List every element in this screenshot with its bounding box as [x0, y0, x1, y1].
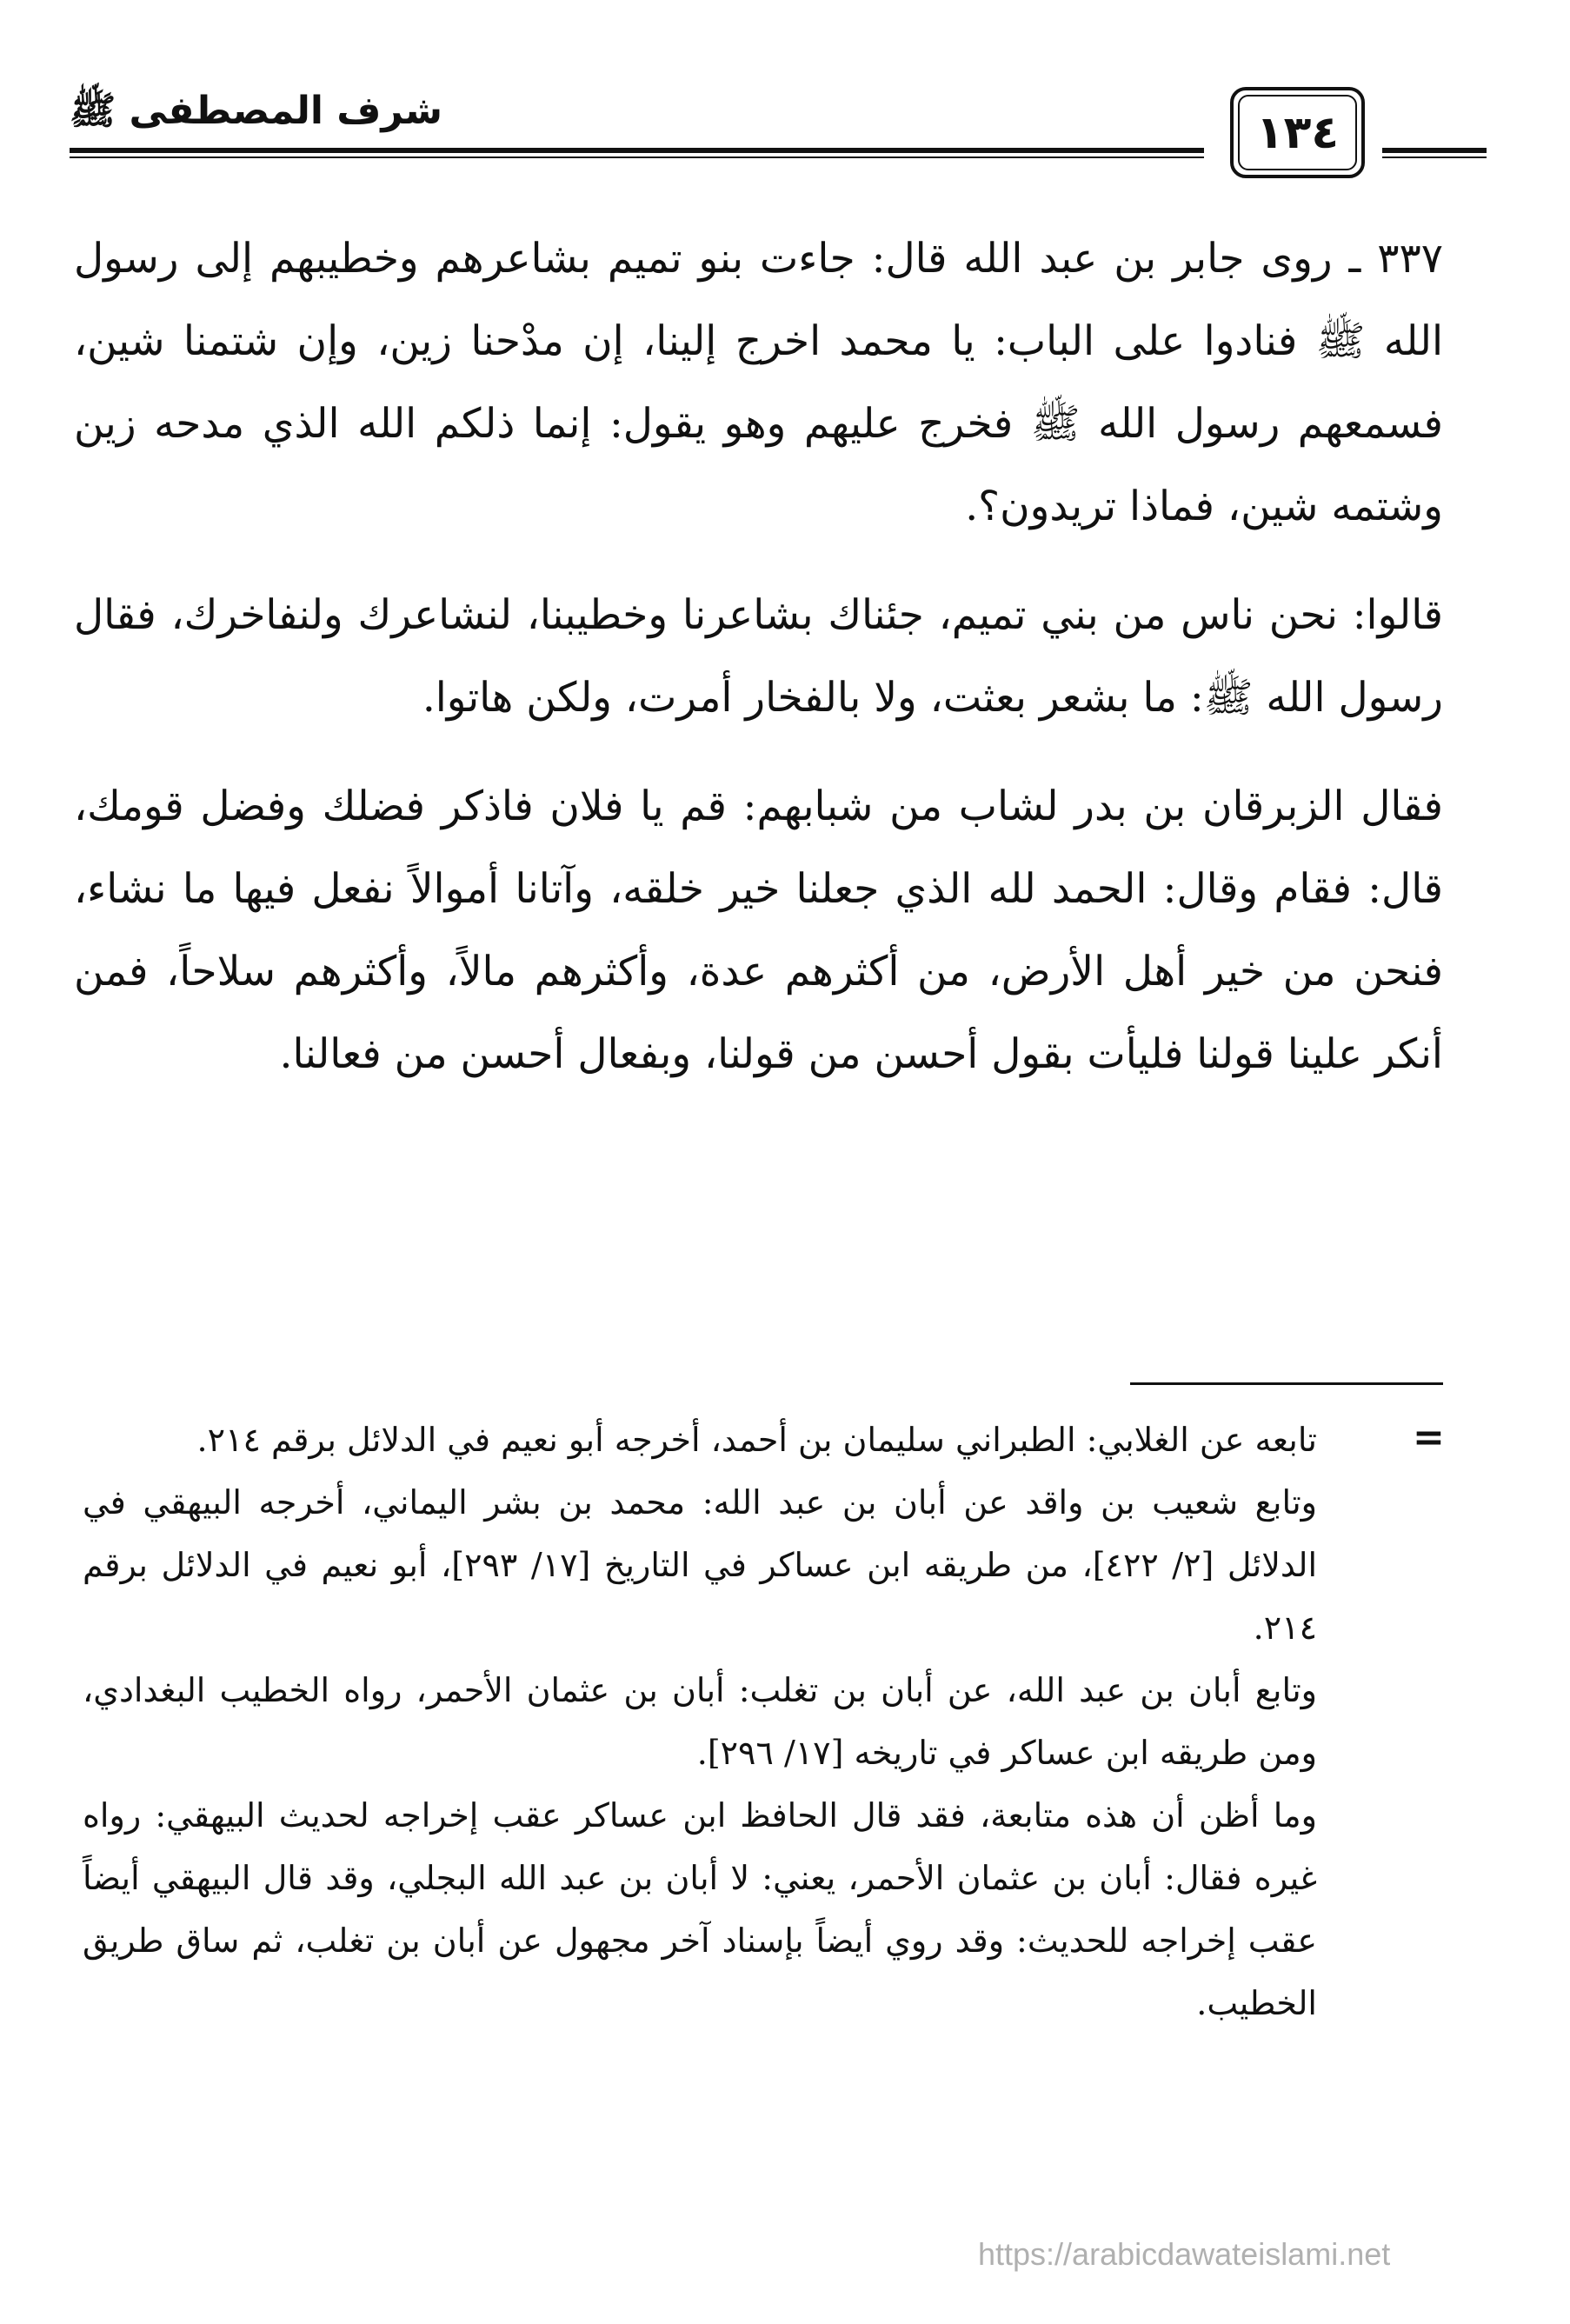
main-text [74, 217, 1443, 1122]
header-rule-right [1382, 148, 1487, 158]
footnote-paragraph: وتابع شعيب بن واقد عن أبان بن عبد الله: محمد بن بشر اليماني، أخرجه البيهقي في الدلائل [٢/ ٤٢٢]، من طريقه ابن عساكر في التاريخ [١٧/ ٢٩٣]، أبو نعيم في الدلائل برقم ٢١٤. [83, 1483, 1318, 1647]
hadith-paragraph: قالوا: نحن ناس من بني تميم، جئناك بشاعرنا وخطيبنا، لنشاعرك ولنفاخرك، فقال رسول الله ﷺ: ما بشعر بعثت، ولا بالفخار أمرت، ولكن هاتوا. [74, 591, 1443, 722]
footnote-paragraph: وما أظن أن هذه متابعة، فقد قال الحافظ ابن عساكر عقب إخراجه لحديث البيهقي: رواه غيره فقال: أبان بن عثمان الأحمر، يعني: لا أبان بن عبد الله البجلي، وقد قال البيهقي أيضاً عقب إخراجه للحديث: وقد روي أيضاً بإسناد آخر مجهول عن أبان بن تغلب، ثم ساق طريق الخطيب. [83, 1796, 1317, 2022]
page-number: ١٣٤ [1238, 95, 1357, 170]
header-rule [70, 148, 1204, 158]
footnote-continuation-mark: = [1413, 1415, 1445, 1460]
page-number-frame [1230, 87, 1365, 178]
footnote-paragraph: تابعه عن الغلابي: الطبراني سليمان بن أحمد، أخرجه أبو نعيم في الدلائل برقم ٢١٤. [196, 1421, 1317, 1459]
page-header [52, 83, 1443, 187]
footnote-separator [1130, 1382, 1443, 1385]
watermark-url: https://arabicdawateislami.net [978, 2236, 1391, 2272]
hadith-paragraph: ٣٣٧ ـ روى جابر بن عبد الله قال: جاءت بنو تميم بشاعرهم وخطيبهم إلى رسول الله ﷺ فنادوا على الباب: يا محمد اخرج إلينا، إن مدْحنا زين، وإن شتمنا شين، فسمعهم رسول الله ﷺ فخرج عليهم وهو يقول: إنما ذلكم الله الذي مدحه زين وشتمه شين، فماذا تريدون؟. [74, 235, 1443, 530]
hadith-paragraph: فقال الزبرقان بن بدر لشاب من شبابهم: قم يا فلان فاذكر فضلك وفضل قومك، قال: فقام وقال: الحمد لله الذي جعلنا خير خلقه، وآتانا أموالاً نفعل فيها ما نشاء، فنحن من خير أهل الأرض، من أكثرهم عدة، وأكثرهم مالاً، وأكثرهم سلاحاً، فمن أنكر علينا قولنا فليأت بقول أحسن من قولنا، وبفعال أحسن من فعالنا. [74, 782, 1443, 1078]
book-title: شرف المصطفى ﷺ [70, 89, 443, 133]
footnotes [83, 1408, 1317, 2034]
footnote-paragraph: وتابع أبان بن عبد الله، عن أبان بن تغلب: أبان بن عثمان الأحمر، رواه الخطيب البغدادي، ومن طريقه ابن عساكر في تاريخه [١٧/ ٢٩٦]. [83, 1671, 1317, 1772]
